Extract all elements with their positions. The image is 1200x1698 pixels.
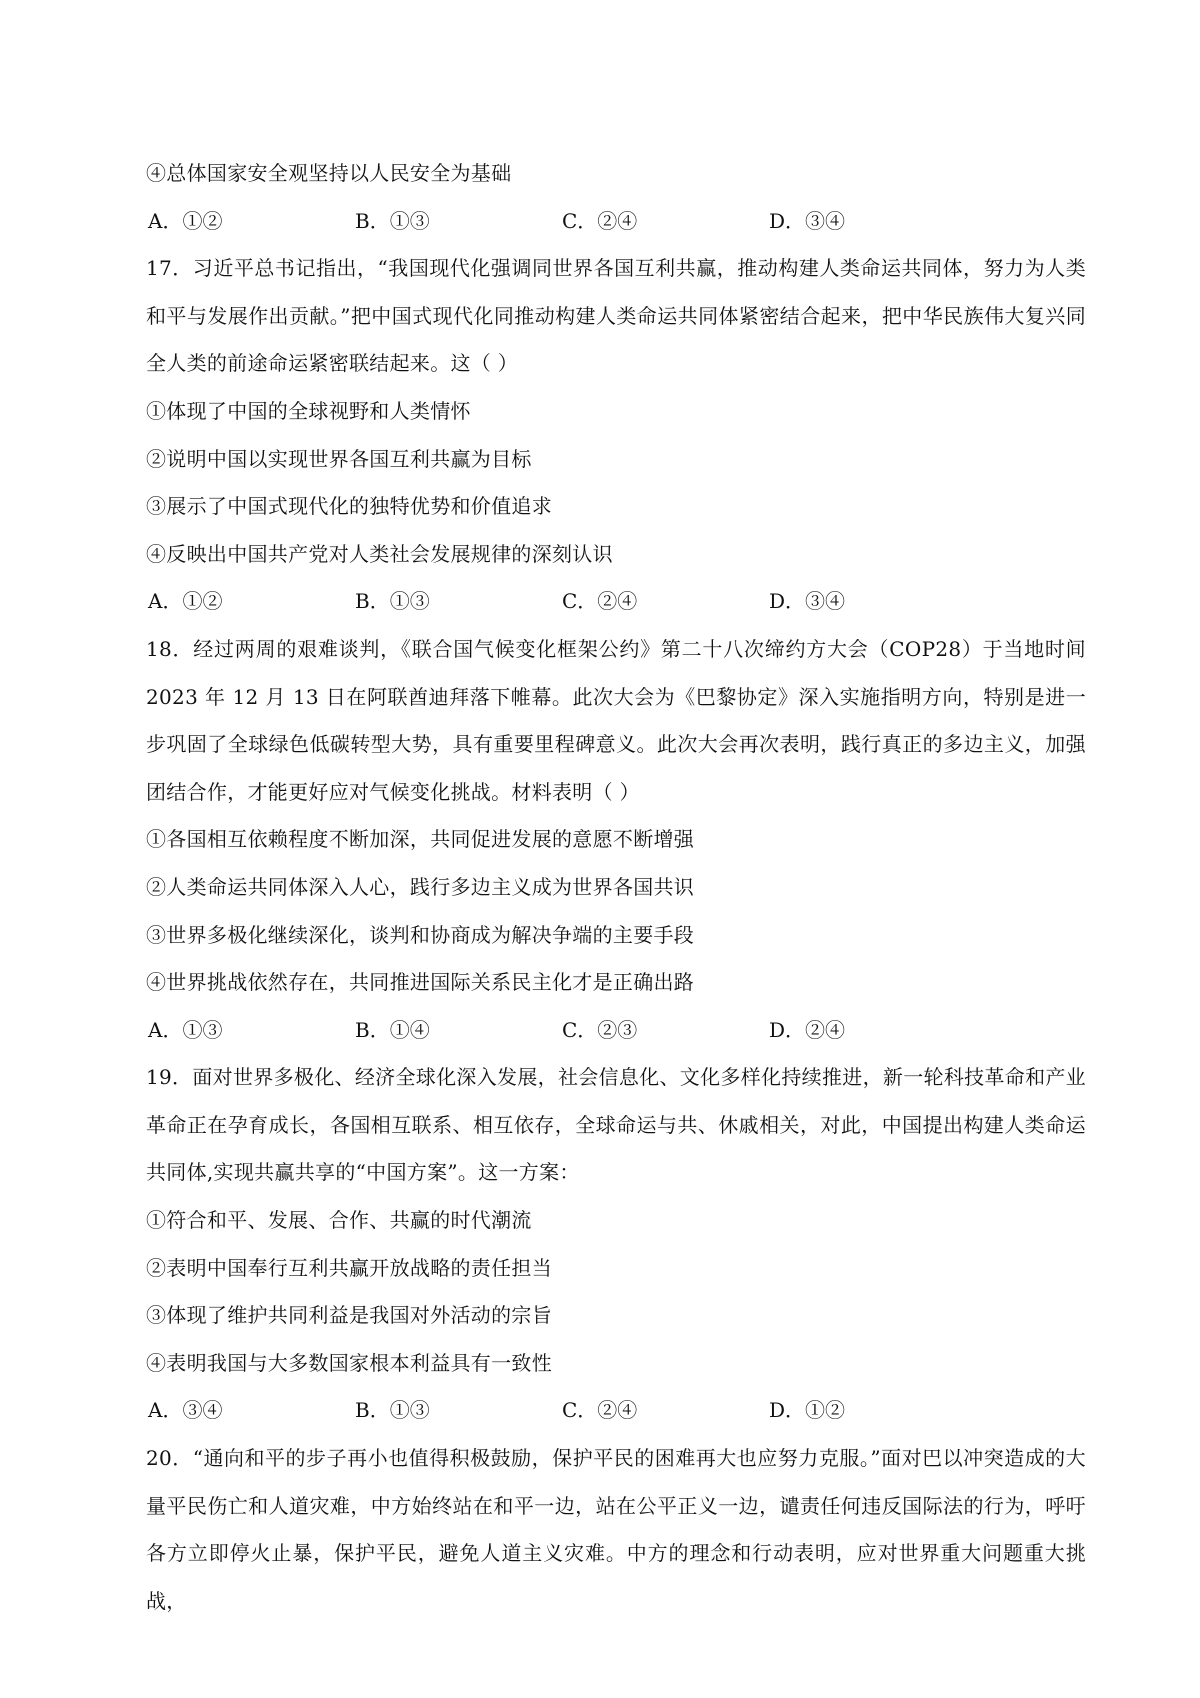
q19-statement-3: ③体现了维护共同利益是我国对外活动的宗旨 xyxy=(146,1303,552,1328)
question-18-stem: 18．经过两周的艰难谈判，《联合国气候变化框架公约》第二十八次缔约方大会（COP28）于当地时间 2023 年 12 月 13 日在阿联酋迪拜落下帷幕。此次大会为《巴黎协定》深入实施指明方向，特别是进一步巩固了全球绿色低碳转型大势，具有重要里程碑意义。此次大会再次表明，践行真正的多边主义，加强团结合作，才能更好应对气候变化挑战。材料表明（ ） xyxy=(146,636,1086,804)
option-d: D．②④ xyxy=(769,1017,846,1042)
q19-options xyxy=(146,1387,1086,1435)
q18-statement-1: ①各国相互依赖程度不断加深，共同促进发展的意愿不断增强 xyxy=(146,827,695,852)
option-b: B．①④ xyxy=(355,1017,430,1042)
q17-options xyxy=(146,578,1086,626)
q18-statement-2: ②人类命运共同体深入人心，践行多边主义成为世界各国共识 xyxy=(146,874,695,899)
q17-statement-1: ①体现了中国的全球视野和人类情怀 xyxy=(146,398,471,423)
carryover-options xyxy=(146,198,1086,246)
exam-page xyxy=(146,150,1086,1625)
option-c: C．②③ xyxy=(562,1017,638,1042)
q17-statement-2: ②说明中国以实现世界各国互利共赢为目标 xyxy=(146,446,532,471)
carryover-statement-4: ④总体国家安全观坚持以人民安全为基础 xyxy=(146,161,512,185)
option-d: D．①② xyxy=(769,1398,846,1423)
option-a: A．③④ xyxy=(148,1398,223,1423)
option-a: A．①② xyxy=(148,589,223,614)
question-17-stem: 17．习近平总书记指出，“我国现代化强调同世界各国互利共赢，推动构建人类命运共同体，努力为人类和平与发展作出贡献。”把中国式现代化同推动构建人类命运共同体紧密结合起来，把中华民族伟大复兴同全人类的前途命运紧密联结起来。这（ ） xyxy=(146,256,1086,376)
question-19-stem: 19．面对世界多极化、经济全球化深入发展，社会信息化、文化多样化持续推进，新一轮科技革命和产业革命正在孕育成长，各国相互联系、相互依存，全球命运与共、休戚相关，对此，中国提出构建人类命运共同体,实现共赢共享的“中国方案”。这一方案： xyxy=(146,1065,1086,1185)
q19-statement-2: ②表明中国奉行互利共赢开放战略的责任担当 xyxy=(146,1255,552,1280)
q19-statement-1: ①符合和平、发展、合作、共赢的时代潮流 xyxy=(146,1208,532,1233)
q17-statement-3: ③展示了中国式现代化的独特优势和价值追求 xyxy=(146,494,552,519)
option-b: B．①③ xyxy=(355,589,430,614)
q18-statement-4: ④世界挑战依然存在，共同推进国际关系民主化才是正确出路 xyxy=(146,970,695,995)
question-20-stem: 20．“通向和平的步子再小也值得积极鼓励，保护平民的困难再大也应努力克服。”面对巴以冲突造成的大量平民伤亡和人道灾难，中方始终站在和平一边，站在公平正义一边，谴责任何违反国际法的行为，呼吁各方立即停火止暴，保护平民，避免人道主义灾难。中方的理念和行动表明，应对世界重大问题重大挑战， xyxy=(146,1446,1086,1613)
option-c: C．②④ xyxy=(562,208,638,233)
option-b: B．①③ xyxy=(355,208,430,233)
option-a: A．①② xyxy=(148,208,223,233)
option-d: D．③④ xyxy=(769,208,846,233)
option-b: B．①③ xyxy=(355,1398,430,1423)
q19-statement-4: ④表明我国与大多数国家根本利益具有一致性 xyxy=(146,1350,552,1375)
option-d: D．③④ xyxy=(769,589,846,614)
option-a: A．①③ xyxy=(148,1017,223,1042)
q17-statement-4: ④反映出中国共产党对人类社会发展规律的深刻认识 xyxy=(146,541,613,566)
option-c: C．②④ xyxy=(562,1398,638,1423)
q18-options xyxy=(146,1007,1086,1055)
q18-statement-3: ③世界多极化继续深化，谈判和协商成为解决争端的主要手段 xyxy=(146,922,695,947)
option-c: C．②④ xyxy=(562,589,638,614)
